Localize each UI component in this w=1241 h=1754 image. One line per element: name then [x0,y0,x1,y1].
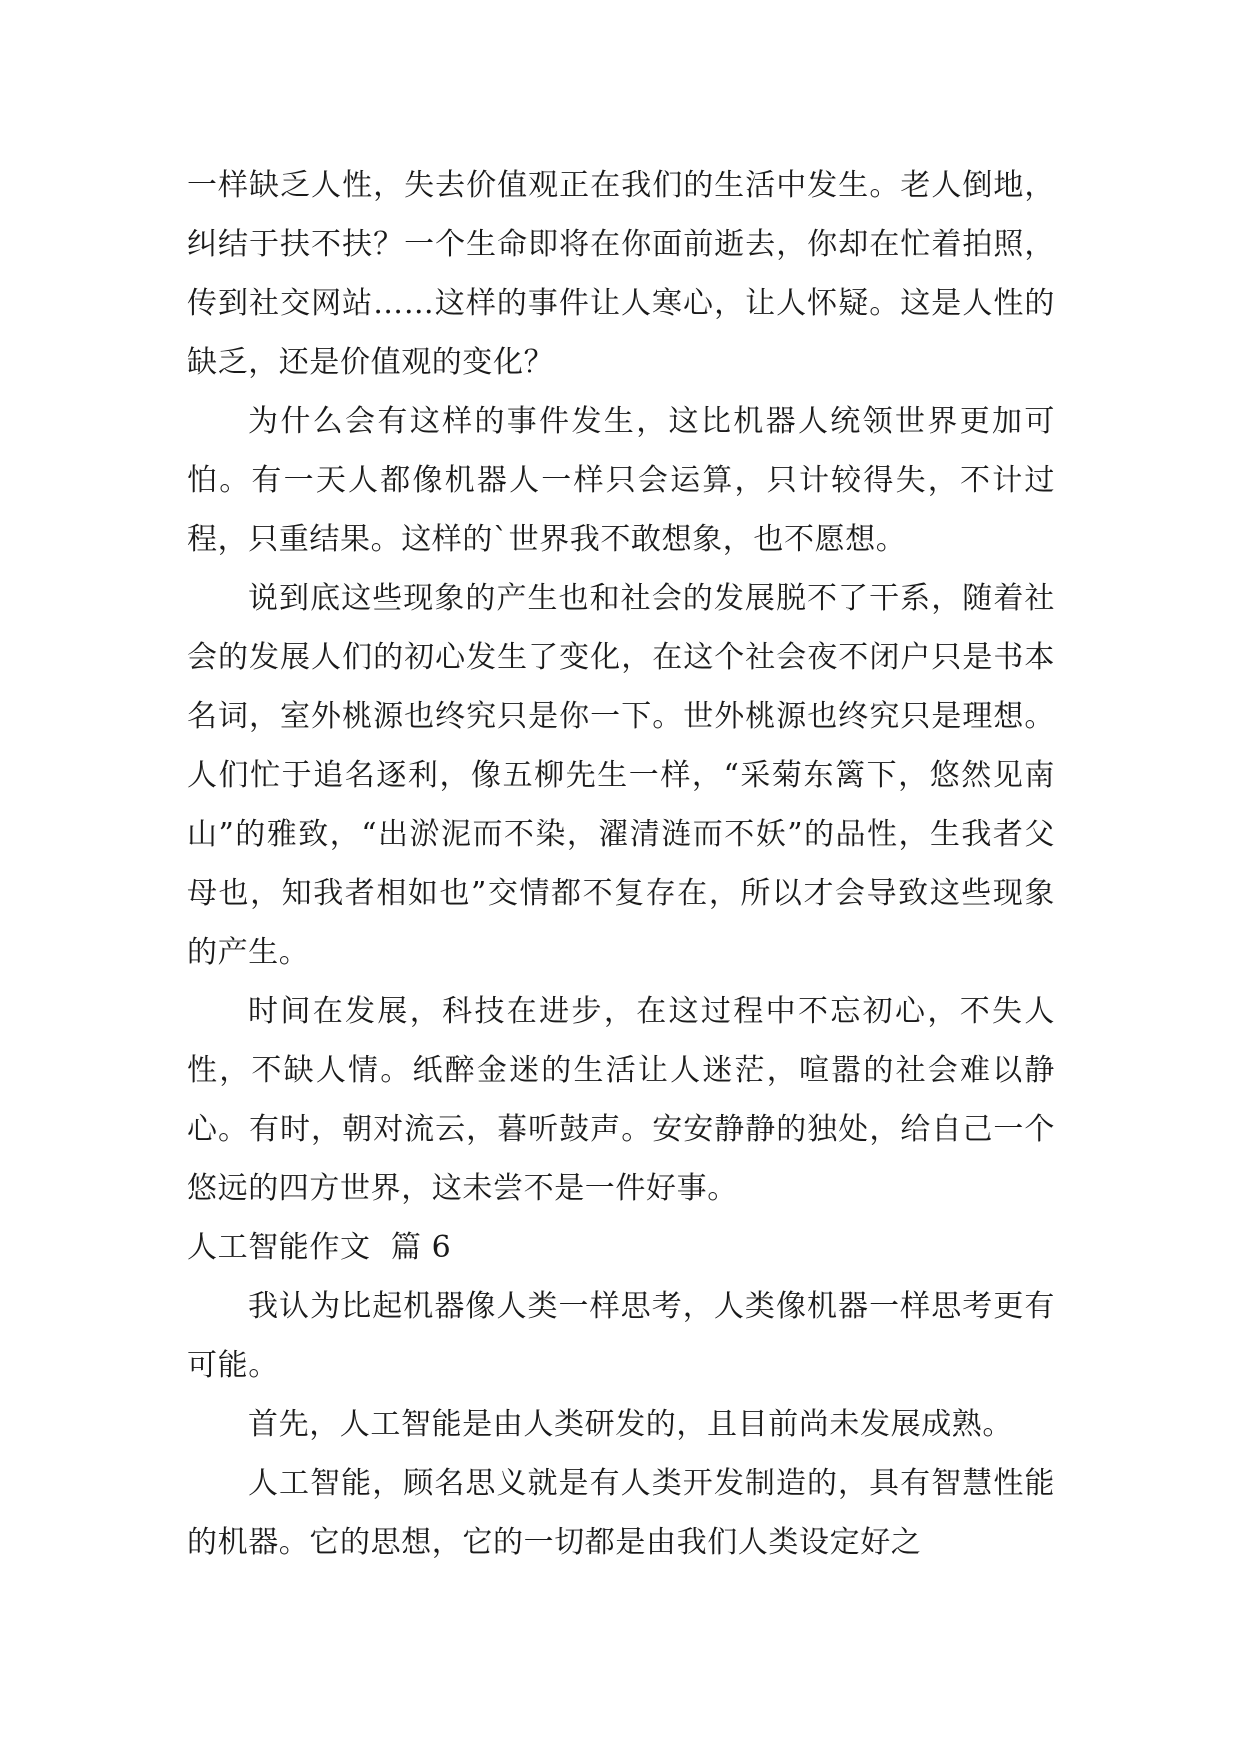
document-body [187,156,1055,1572]
paragraph: 为什么会有这样的事件发生，这比机器人统领世界更加可怕。有一天人都像机器人一样只会运算，只计较得失，不计过程，只重结果。这样的`世界我不敢想象，也不愿想。 [187,404,1055,557]
paragraph: 我认为比起机器像人类一样思考，人类像机器一样思考更有可能。 [187,1289,1055,1383]
paragraph: 时间在发展，科技在进步，在这过程中不忘初心，不失人性，不缺人情。纸醉金迷的生活让人迷茫，喧嚣的社会难以静心。有时，朝对流云，暮听鼓声。安安静静的独处，给自己一个悠远的四方世界，这未尝不是一件好事。 [187,994,1055,1206]
section-heading: 人工智能作文 篇 6 [187,1230,452,1265]
paragraph: 人工智能，顾名思义就是有人类开发制造的，具有智慧性能的机器。它的思想，它的一切都是由我们人类设定好之 [187,1466,1055,1560]
paragraph: 一样缺乏人性，失去价值观正在我们的生活中发生。老人倒地，纠结于扶不扶？一个生命即将在你面前逝去，你却在忙着拍照，传到社交网站……这样的事件让人寒心，让人怀疑。这是人性的缺乏，还是价值观的变化？ [187,168,1055,380]
paragraph: 说到底这些现象的产生也和社会的发展脱不了干系，随着社会的发展人们的初心发生了变化，在这个社会夜不闭户只是书本名词，室外桃源也终究只是你一下。世外桃源也终究只是理想。人们忙于追名逐利，像五柳先生一样，“采菊东篱下，悠然见南山”的雅致，“出淤泥而不染，濯清涟而不妖”的品性，生我者父母也，知我者相如也”交情都不复存在，所以才会导致这些现象的产生。 [187,581,1055,970]
paragraph: 首先，人工智能是由人类研发的，且目前尚未发展成熟。 [248,1407,1013,1442]
